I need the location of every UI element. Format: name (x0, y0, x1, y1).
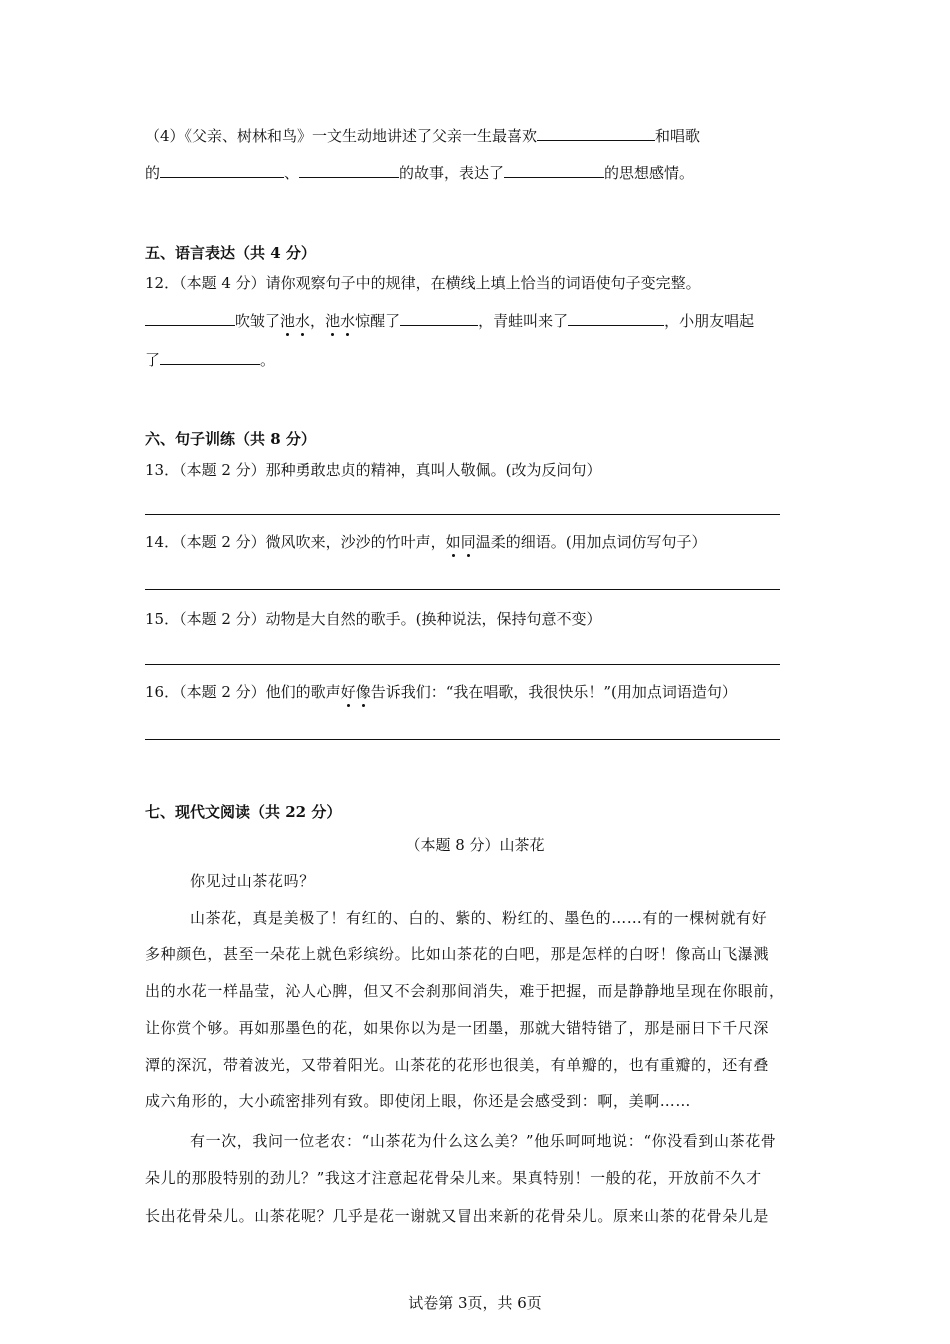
emphasis-char: 水 (340, 312, 356, 330)
passage-line: 长出花骨朵儿。山茶花呢？几乎是花一谢就又冒出来新的花骨朵儿。原来山茶的花骨朵儿是 (145, 1207, 770, 1225)
emphasis-char: 像 (355, 683, 371, 701)
q12-text: ，小朋友唱起 (664, 312, 755, 330)
emphasis-char: 同 (460, 533, 476, 551)
section5-heading: 五、语言表达（共 4 分） (145, 244, 316, 262)
q12-text: 吹皱了 (235, 312, 281, 330)
passage-line: 潭的深沉，带着波光，又带着阳光。山茶花的花形也很美，有单瓣的，也有重瓣的，还有叠 (145, 1056, 770, 1074)
passage-line: 成六角形的，大小疏密排列有致。即使闭上眼，你还是会感受到：啊，美啊…… (145, 1092, 692, 1110)
q12-text: ，青蛙叫来了 (478, 312, 569, 330)
q16-text: 告诉我们：“我在唱歌，我很快乐！”(用加点词语造句） (370, 683, 737, 701)
q12-text: 了 (145, 351, 161, 369)
answer-blank[interactable] (299, 161, 399, 178)
passage-line: 出的水花一样晶莹，沁人心脾，但又不会刹那间消失，难于把握，而是静静地呈现在你眼前， (145, 982, 785, 1000)
answer-blank[interactable] (400, 309, 478, 326)
q4-text: 、 (284, 164, 300, 182)
q16-text: 16．（本题 2 分）他们的歌声 (145, 683, 341, 701)
passage-title: （本题 8 分）山茶花 (405, 836, 545, 854)
answer-blank[interactable] (145, 309, 235, 326)
q12-prompt: 12．（本题 4 分）请你观察句子中的规律，在横线上填上恰当的词语使句子变完整。 (145, 274, 701, 292)
q12-text: ， (310, 312, 326, 330)
q4-text: 的 (145, 164, 161, 182)
q14-prompt (145, 532, 707, 552)
q12-line2 (145, 348, 275, 370)
answer-blank[interactable] (504, 161, 604, 178)
q15-prompt: 15．（本题 2 分）动物是大自然的歌手。(换种说法，保持句意不变） (145, 610, 602, 628)
emphasis-char: 如 (445, 533, 461, 551)
q12-text: 惊醒了 (355, 312, 401, 330)
passage-line: 你见过山茶花吗？ (190, 872, 315, 890)
emphasis-char: 好 (340, 683, 356, 701)
q16-prompt (145, 682, 737, 702)
q4-line2 (145, 161, 694, 183)
q13-answer-line[interactable] (145, 514, 780, 515)
q4-text: 的思想感情。 (604, 164, 695, 182)
q4-text: 的故事，表达了 (399, 164, 505, 182)
q12-text: 。 (260, 351, 276, 369)
passage-line: 朵儿的那股特别的劲儿？”我这才注意起花骨朵儿来。果真特别！一般的花，开放前不久才 (145, 1169, 762, 1187)
section7-heading: 七、现代文阅读（共 22 分） (145, 803, 342, 821)
q16-answer-line[interactable] (145, 739, 780, 740)
q4-line1 (145, 124, 700, 146)
answer-blank[interactable] (160, 348, 260, 365)
q14-text: 14．（本题 2 分）微风吹来，沙沙的竹叶声， (145, 533, 446, 551)
q4-text: 和唱歌 (655, 127, 701, 145)
q4-text: （4）《父亲、树林和鸟》一文生动地讲述了父亲一生最喜欢 (145, 127, 538, 145)
emphasis-char: 池 (280, 312, 296, 330)
q12-line1 (145, 309, 754, 331)
q14-answer-line[interactable] (145, 589, 780, 590)
q14-text: 温柔的细语。(用加点词仿写句子） (475, 533, 707, 551)
emphasis-char: 池 (325, 312, 341, 330)
q13-prompt: 13．（本题 2 分）那种勇敢忠贞的精神，真叫人敬佩。(改为反问句） (145, 461, 602, 479)
section6-heading: 六、句子训练（共 8 分） (145, 430, 316, 448)
passage-line: 山茶花，真是美极了！有红的、白的、紫的、粉红的、墨色的……有的一棵树就有好 (190, 909, 768, 927)
passage-line: 有一次，我问一位老农：“山茶花为什么这么美？”他乐呵呵地说：“你没看到山茶花骨 (190, 1132, 777, 1150)
answer-blank[interactable] (568, 309, 664, 326)
page-footer: 试卷第 3页，共 6页 (408, 1294, 542, 1312)
answer-blank[interactable] (160, 161, 284, 178)
emphasis-char: 水 (295, 312, 311, 330)
passage-line: 多种颜色，甚至一朵花上就色彩缤纷。比如山茶花的白吧，那是怎样的白呀！像高山飞瀑溅 (145, 945, 770, 963)
answer-blank[interactable] (537, 124, 655, 141)
q15-answer-line[interactable] (145, 664, 780, 665)
passage-line: 让你赏个够。再如那墨色的花，如果你以为是一团墨，那就大错特错了，那是丽日下千尺深 (145, 1019, 770, 1037)
